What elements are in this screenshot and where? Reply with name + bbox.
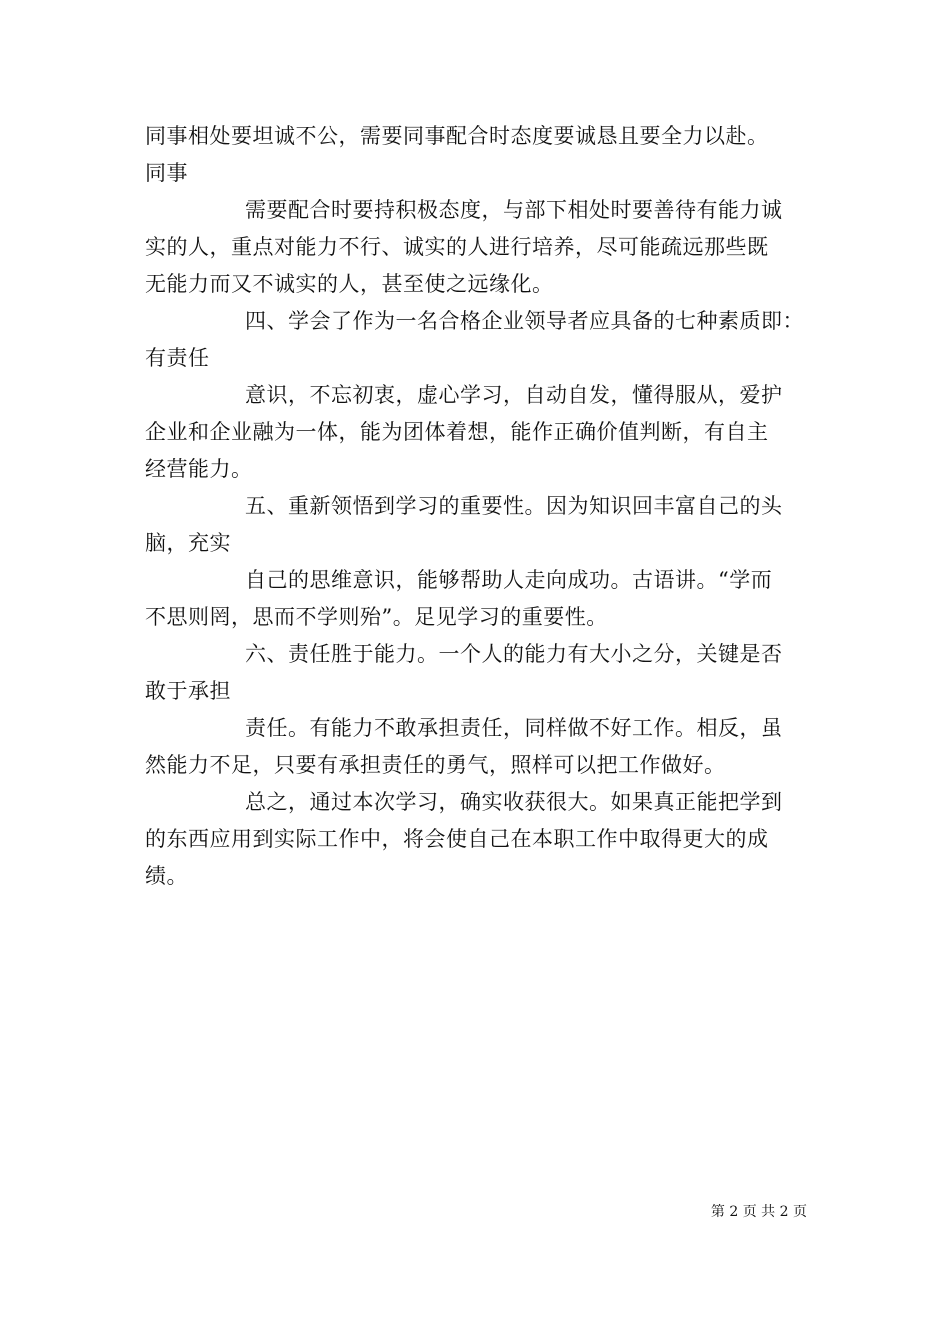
text-line: 的东西应用到实际工作中，将会使自己在本职工作中取得更大的成	[145, 827, 769, 851]
document-body	[145, 118, 815, 895]
text-line: 脑，充实	[145, 531, 231, 555]
text-line: 四、学会了作为一名合格企业领导者应具备的七种素质即：	[245, 309, 804, 333]
text-line: 企业和企业融为一体，能为团体着想，能作正确价值判断，有自主	[145, 420, 769, 444]
text-line: 五、重新领悟到学习的重要性。因为知识回丰富自己的头	[245, 494, 783, 518]
text-line: 敢于承担	[145, 679, 231, 703]
text-line: 实的人，重点对能力不行、诚实的人进行培养，尽可能疏远那些既	[145, 235, 769, 259]
text-line: 自己的思维意识，能够帮助人走向成功。古语讲。“学而	[245, 568, 773, 592]
text-line: 六、责任胜于能力。一个人的能力有大小之分，关键是否	[245, 642, 783, 666]
text-line: 绩。	[145, 864, 188, 888]
text-line: 不思则罔，思而不学则殆”。足见学习的重要性。	[145, 605, 608, 629]
text-line: 有责任	[145, 346, 210, 370]
page-number: 第 2 页 共 2 页	[710, 1204, 807, 1220]
text-line: 同事相处要坦诚不公，需要同事配合时态度要诚恳且要全力以赴。	[145, 124, 769, 148]
text-line: 意识，不忘初衷，虚心学习，自动自发，懂得服从，爱护	[245, 383, 783, 407]
text-line: 责任。有能力不敢承担责任，同样做不好工作。相反，虽	[245, 716, 783, 740]
text-line: 无能力而又不诚实的人，甚至使之远缘化。	[145, 272, 554, 296]
text-line: 需要配合时要持积极态度，与部下相处时要善待有能力诚	[245, 198, 783, 222]
text-line: 然能力不足，只要有承担责任的勇气，照样可以把工作做好。	[145, 753, 726, 777]
text-line: 总之，通过本次学习，确实收获很大。如果真正能把学到	[245, 790, 783, 814]
text-line: 经营能力。	[145, 457, 253, 481]
text-line: 同事	[145, 161, 188, 185]
